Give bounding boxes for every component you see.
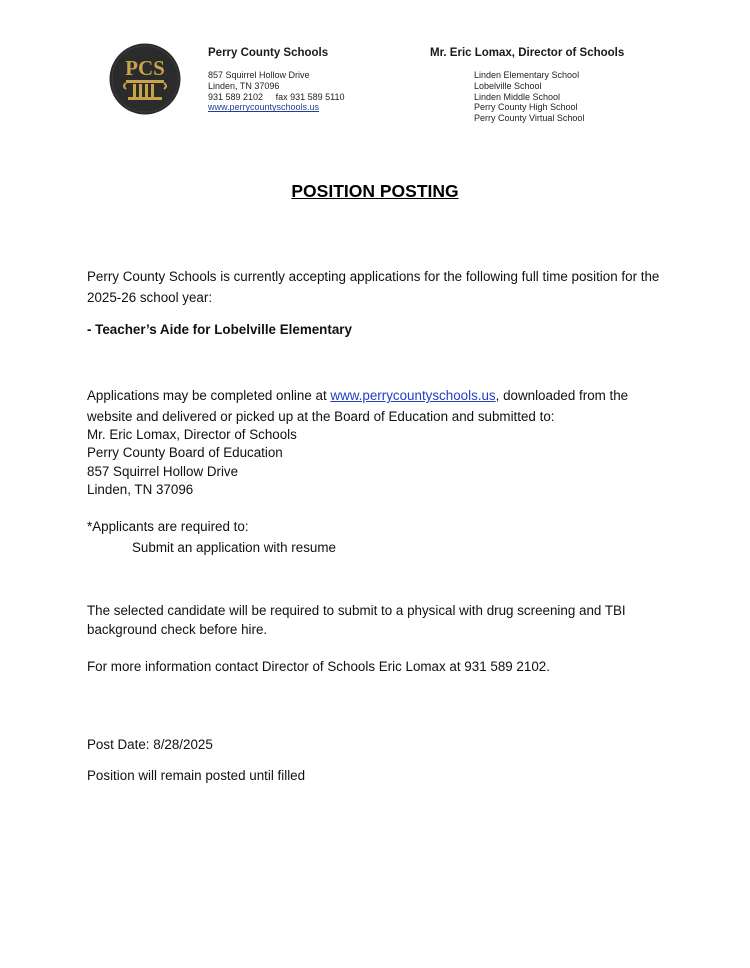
school-item: Perry County Virtual School: [474, 113, 585, 124]
intro-paragraph: Perry County Schools is currently accepting applications for the following full time position for the 2025-26 school year:: [87, 269, 660, 306]
website-link[interactable]: www.perrycountyschools.us: [330, 388, 496, 404]
school-list: [474, 70, 690, 124]
school-item: Perry County High School: [474, 102, 578, 113]
posting-duration: Position will remain posted until filled: [87, 768, 306, 784]
phone-number: 931 589 2102: [208, 91, 264, 102]
more-info-paragraph: For more information contact Director of Schools Eric Lomax at 931 589 2102.: [87, 659, 550, 675]
logo-text: PCS: [125, 56, 165, 80]
letterhead-website-link[interactable]: www.perrycountyschools.us: [208, 102, 320, 113]
address-line2: Linden, TN 37096: [208, 80, 280, 91]
page-title: POSITION POSTING: [291, 181, 459, 201]
post-date: Post Date: 8/28/2025: [87, 737, 213, 753]
address-line: 857 Squirrel Hollow Drive: [87, 463, 239, 479]
address-line: Perry County Board of Education: [87, 445, 283, 461]
address-line1: 857 Squirrel Hollow Drive: [208, 70, 310, 80]
apply-text-before: Applications may be completed online at: [87, 388, 331, 404]
fax-number: fax 931 589 5110: [275, 91, 345, 102]
school-item: Linden Middle School: [474, 91, 561, 102]
school-item: Lobelville School: [474, 80, 542, 91]
mailing-address: [87, 426, 667, 499]
org-name: Perry County Schools: [208, 47, 329, 59]
pcs-logo: [109, 43, 181, 115]
letterhead-right: [430, 47, 690, 124]
phone-fax-line: [208, 92, 408, 103]
requirement-item: Submit an application with resume: [132, 540, 336, 555]
pcs-logo-icon: [109, 43, 181, 115]
director-name: Mr. Eric Lomax, Director of Schools: [430, 47, 625, 59]
selected-candidate-paragraph: The selected candidate will be required to submit to a physical with drug screening and TBI background check before hire.: [87, 603, 626, 637]
apply-text-after: , downloaded from the website and delivered or picked up at the Board of Education and submitted to:: [87, 388, 629, 425]
address-line: Linden, TN 37096: [87, 481, 194, 497]
address-line: Mr. Eric Lomax, Director of Schools: [87, 427, 297, 442]
apply-paragraph: [87, 385, 667, 427]
requirements-heading: *Applicants are required to:: [87, 519, 249, 534]
school-item: Linden Elementary School: [474, 70, 580, 80]
letterhead-left: [208, 47, 408, 113]
position-title: - Teacher’s Aide for Lobelville Elementary: [87, 322, 352, 338]
requirements: [87, 516, 667, 558]
